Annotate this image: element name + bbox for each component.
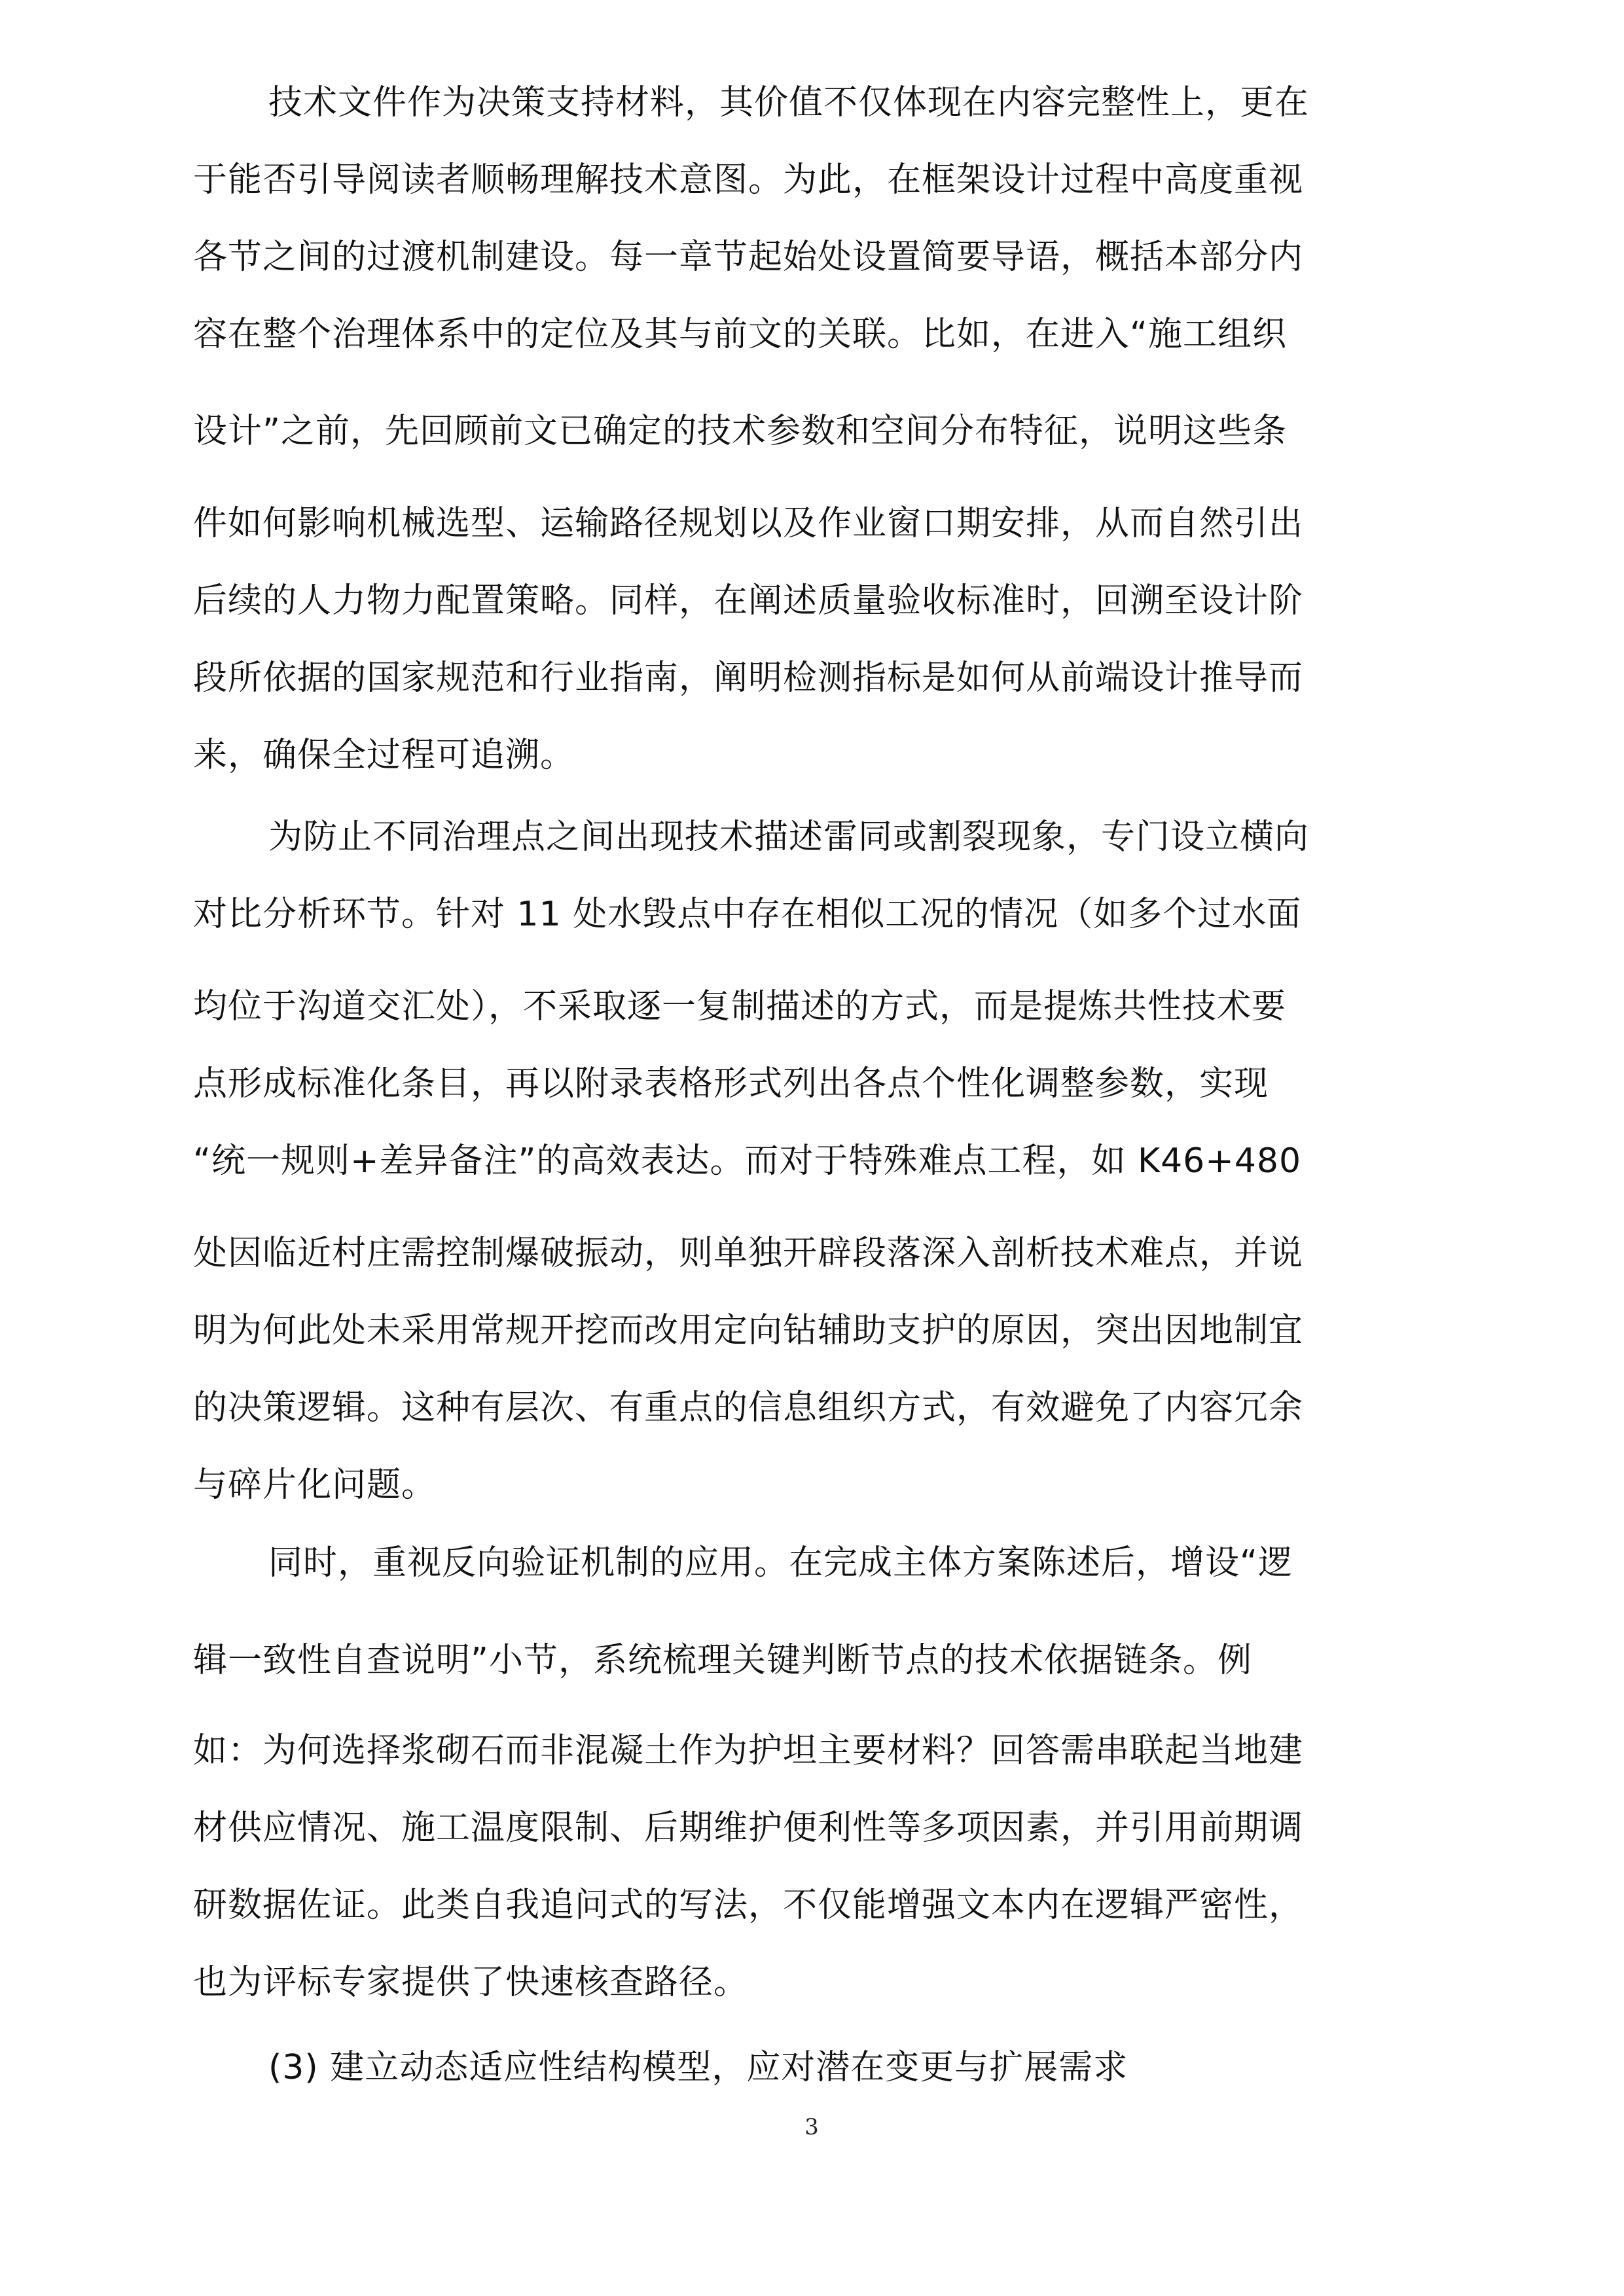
- paragraph-2-line-9: 与碎片化问题。: [193, 1465, 437, 1505]
- paragraph-1-line-1: 技术文件作为决策支持材料，其价值不仅体现在内容完整性上，更在: [268, 83, 1310, 122]
- paragraph-1-line-7: 后续的人力物力配置策略。同样，在阐述质量验收标准时，回溯至设计阶: [193, 581, 1304, 620]
- paragraph-3-line-5: 研数据佐证。此类自我追问式的写法，不仅能增强文本内在逻辑严密性，: [193, 1886, 1304, 1925]
- paragraph-2-line-3: 均位于沟道交汇处），不采取逐一复制描述的方式，而是提炼共性技术要: [193, 987, 1287, 1026]
- paragraph-1-line-8: 段所依据的国家规范和行业指南，阐明检测指标是如何从前端设计推导而: [193, 658, 1304, 698]
- paragraph-2-line-6: 处因临近村庄需控制爆破振动，则单独开辟段落深入剖析技术难点，并说: [193, 1234, 1304, 1273]
- paragraph-1-line-3: 各节之间的过渡机制建设。每一章节起始处设置简要导语，概括本部分内: [193, 238, 1304, 277]
- paragraph-2-line-8: 的决策逻辑。这种有层次、有重点的信息组织方式，有效避免了内容冗余: [193, 1388, 1304, 1427]
- paragraph-3-line-6: 也为评标专家提供了快速核查路径。: [193, 1963, 749, 2002]
- paragraph-2-line-2: 对比分析环节。针对 11 处水毁点中存在相似工况的情况（如多个过水面: [193, 895, 1302, 934]
- paragraph-3-line-2: 辑一致性自查说明”小节，系统梳理关键判断节点的技术依据链条。例: [193, 1641, 1252, 1680]
- paragraph-2-line-1: 为防止不同治理点之间出现技术描述雷同或割裂现象，专门设立横向: [268, 817, 1310, 857]
- paragraph-3-line-1: 同时，重视反向验证机制的应用。在完成主体方案陈述后，增设“逻: [268, 1543, 1293, 1583]
- paragraph-2-line-5: “统一规则+差异备注”的高效表达。而对于特殊难点工程，如 K46+480: [193, 1141, 1302, 1181]
- paragraph-1-line-9: 来，确保全过程可追溯。: [193, 736, 575, 775]
- paragraph-1-line-2: 于能否引导阅读者顺畅理解技术意图。为此，在框架设计过程中高度重视: [193, 160, 1304, 200]
- section-heading-3: (3) 建立动态适应性结构模型，应对潜在变更与扩展需求: [268, 2048, 1128, 2087]
- paragraph-3-line-4: 材供应情况、施工温度限制、后期维护便利性等多项因素，并引用前期调: [193, 1808, 1304, 1848]
- page-number: 3: [804, 2114, 819, 2140]
- paragraph-3-line-3: 如：为何选择浆砌石而非混凝土作为护坦主要材料？回答需串联起当地建: [193, 1731, 1304, 1770]
- paragraph-2-line-7: 明为何此处未采用常规开挖而改用定向钻辅助支护的原因，突出因地制宜: [193, 1311, 1304, 1350]
- paragraph-1-line-6: 件如何影响机械选型、运输路径规划以及作业窗口期安排，从而自然引出: [193, 504, 1304, 543]
- paragraph-1-line-5: 设计”之前，先回顾前文已确定的技术参数和空间分布特征，说明这些条: [193, 412, 1287, 451]
- paragraph-1-line-4: 容在整个治理体系中的定位及其与前文的关联。比如，在进入“施工组织: [193, 315, 1287, 354]
- paragraph-2-line-4: 点形成标准化条目，再以附录表格形式列出各点个性化调整参数，实现: [193, 1064, 1269, 1103]
